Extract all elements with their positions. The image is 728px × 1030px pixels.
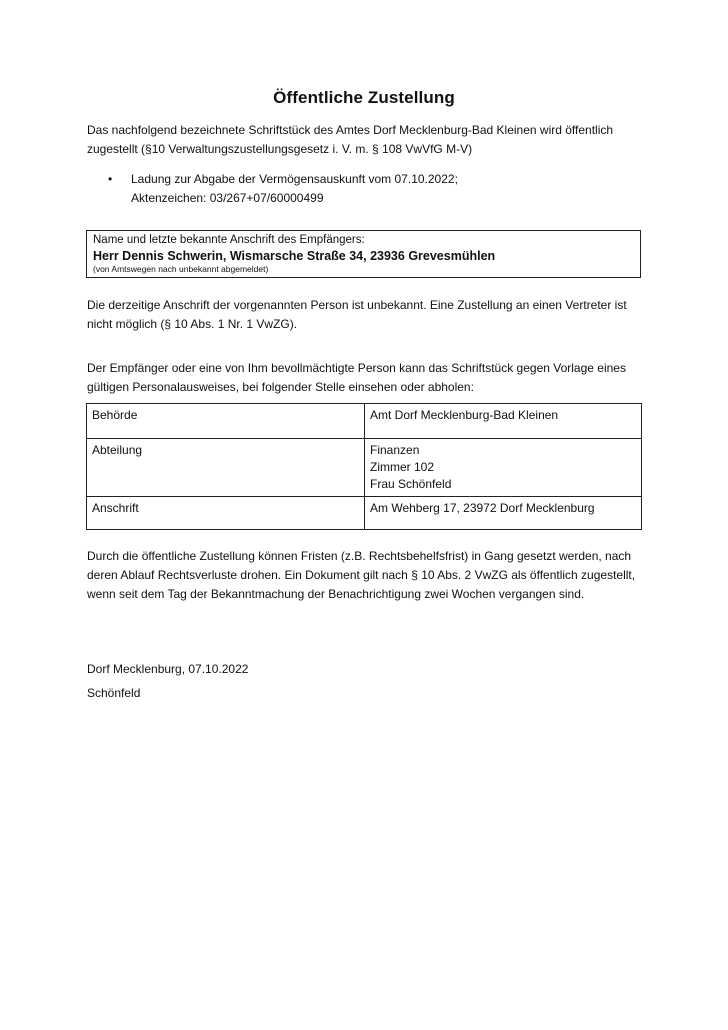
- bullet-line-1: Ladung zur Abgabe der Vermögensauskunft vom 07.10.2022;: [131, 172, 458, 186]
- table-row: [87, 439, 642, 497]
- table-value-line: Am Wehberg 17, 23972 Dorf Mecklenburg: [370, 501, 595, 515]
- table-row: [87, 404, 642, 439]
- recipient-label: Name und letzte bekannte Anschrift des Empfängers:: [93, 234, 365, 246]
- place-date: Dorf Mecklenburg, 07.10.2022: [87, 662, 249, 676]
- signature: Schönfeld: [87, 686, 141, 700]
- deadlines-paragraph: Durch die öffentliche Zustellung können Fristen (z.B. Rechtsbehelfsfrist) in Gang gesetzt werden, nach deren Ablauf Rechtsverluste drohen. Ein Dokument gilt nach § 10 Abs. 2 VwZG als öffentlich zugestellt, wenn seit dem Tag der Bekanntmachung der Benachrichtigung zwei Wochen vergangen sind.: [87, 549, 636, 601]
- pickup-info-paragraph: Der Empfänger oder eine von Ihm bevollmächtigte Person kann das Schriftstück gegen Vorlage eines gültigen Personalausweises, bei folgender Stelle einsehen oder abholen:: [87, 361, 626, 394]
- intro-paragraph: Das nachfolgend bezeichnete Schriftstück des Amtes Dorf Mecklenburg-Bad Kleinen wird öffentlich zugestellt (§10 Verwaltungszustellungsgesetz i. V. m. § 108 VwVfG M-V): [87, 123, 614, 156]
- bullet-text: [131, 170, 651, 208]
- table-value: [365, 497, 642, 530]
- bullet-line-2: Aktenzeichen: 03/267+07/60000499: [131, 191, 324, 205]
- recipient-note: (von Amtswegen nach unbekannt abgemeldet): [93, 264, 269, 274]
- unknown-address-paragraph: Die derzeitige Anschrift der vorgenannten Person ist unbekannt. Eine Zustellung an einen Vertreter ist nicht möglich (§ 10 Abs. 1 Nr. 1 VwZG).: [87, 298, 627, 331]
- table-value-line: Zimmer 102: [370, 460, 435, 474]
- table-row: [87, 497, 642, 530]
- table-value: [365, 439, 642, 497]
- table-key: Abteilung: [87, 439, 365, 497]
- table-value: [365, 404, 642, 439]
- page-title: Öffentliche Zustellung: [273, 88, 455, 107]
- table-key: Anschrift: [87, 497, 365, 530]
- table-key: Behörde: [87, 404, 365, 439]
- office-table: [86, 403, 642, 530]
- table-value-line: Amt Dorf Mecklenburg-Bad Kleinen: [370, 408, 559, 422]
- bullet-icon: •: [108, 172, 113, 186]
- table-value-line: Finanzen: [370, 443, 420, 457]
- recipient-name: Herr Dennis Schwerin, Wismarsche Straße 34, 23936 Grevesmühlen: [93, 249, 496, 263]
- table-value-line: Frau Schönfeld: [370, 477, 452, 491]
- recipient-box: [86, 230, 641, 278]
